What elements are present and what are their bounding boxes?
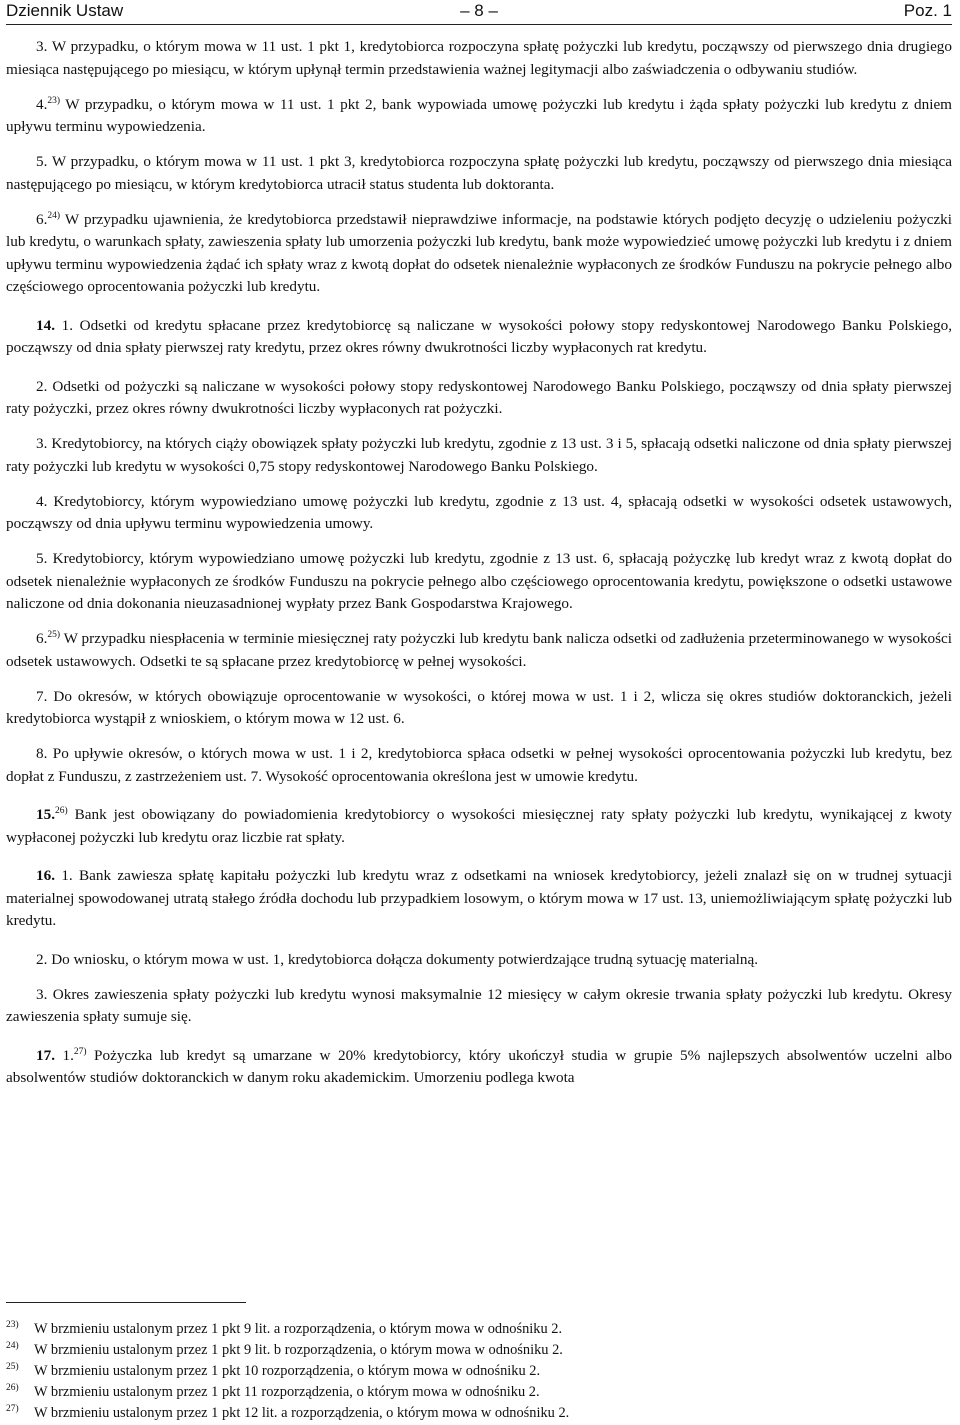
paragraph-number: 4. [36,95,48,113]
page-header [6,0,952,22]
paragraph [6,686,952,731]
paragraph [6,548,952,616]
paragraph-text: W przypadku ujawnienia, że kredytobiorca przedstawił nieprawdziwe informacje, na podstawie których podjęto decyzję o udzieleniu pożyczki lub kredytu, o warunkach spłaty, zawieszenia spłaty lub umorzenia pożyczki lub kredytu, bank może wypowiedzieć umowę pożyczki lub kredytu i z dniem upływu terminu wypowiedzenia żądać ich spłaty wraz z kwotą dopłat do odsetek nienależnie wypłaconych ze środków Funduszu na pokrycie pełnego albo częściowego oprocentowania pożyczki lub kredytu. [6,210,952,295]
paragraph-text: 3. Kredytobiorcy, na których ciąży obowiązek spłaty pożyczki lub kredytu, zgodnie z 13 ust. 3 i 5, spłacają odsetki naliczone od dnia spłaty pierwszej raty pożyczki lub kredytu w wysokości 0,75 stopy redyskontowej Narodowego Banku Polskiego. [6,435,952,475]
paragraph [6,376,952,421]
paragraph-text: Bank jest obowiązany do powiadomienia kredytobiorcy o wysokości miesięcznej raty spłaty pożyczki lub kredytu, wynikającej z kwoty wypłaconej pożyczki lub kredytu oraz liczbie rat spłaty. [6,806,952,846]
paragraph [6,94,952,139]
footnotes [6,1319,952,1424]
paragraph [6,804,952,849]
paragraph-text: W przypadku, o którym mowa w 11 ust. 1 pkt 2, bank wypowiada umowę pożyczki lub kredytu i żąda spłaty pożyczki lub kredytu z dniem upływu terminu wypowiedzenia. [6,95,952,135]
paragraph [6,628,952,673]
footnote [6,1403,952,1424]
paragraph [6,209,952,299]
footnote-text: W brzmieniu ustalonym przez 1 pkt 12 lit. a rozporządzenia, o którym mowa w odnośniku 2. [34,1405,570,1421]
paragraph-number: 1. [54,1046,74,1064]
paragraph [6,949,952,972]
footnote-text: W brzmieniu ustalonym przez 1 pkt 11 rozporządzenia, o którym mowa w odnośniku 2. [34,1384,540,1400]
footnote-ref: 25) [47,629,61,640]
footnote-text: W brzmieniu ustalonym przez 1 pkt 9 lit. a rozporządzenia, o którym mowa w odnośniku 2. [34,1321,563,1337]
paragraph-text: 5. Kredytobiorcy, którym wypowiedziano umowę pożyczki lub kredytu, zgodnie z 13 ust. 6, spłacają pożyczkę lub kredyt wraz z kwotą dopłat do odsetek nienależnie wypłaconych ze środków Funduszu na pokrycie pełnego albo częściowego oprocentowania kredytu, powiększone o odsetki ustawowe naliczone od dnia dokonania nieuzasadnionej wypłaty przez Bank Gospodarstwa Krajowego. [6,550,952,612]
page-number: – 8 – [460,1,498,20]
paragraph-text: 1. Bank zawiesza spłatę kapitału pożyczki lub kredytu wraz z odsetkami na wniosek kredytobiorcy, jeżeli znalazł się on w trudnej sytuacji materialnej spowodowanej utratą stałego źródła dochodu lub przypadkiem losowym, o którym mowa w 17 ust. 13, uniemożliwiającym spłatę pożyczki lub kredytu. [6,867,952,929]
journal-title: Dziennik Ustaw [6,1,124,20]
footnote-ref: 24) [47,210,61,221]
paragraph [6,151,952,196]
footnote-number: 23) [6,1320,19,1330]
paragraph-text: 7. Do okresów, w których obowiązuje oprocentowanie w wysokości, o której mowa w ust. 1 i 2, wlicza się okres studiów doktoranckich, jeżeli kredytobiorca wystąpił z wnioskiem, o którym mowa w 12 ust. 6. [6,687,952,727]
section-number: 15. [36,806,55,823]
paragraph-text: 2. Do wniosku, o którym mowa w ust. 1, kredytobiorca dołącza dokumenty potwierdzające trudną sytuację materialną. [36,950,759,968]
paragraph [6,743,952,788]
footnote-text: W brzmieniu ustalonym przez 1 pkt 10 rozporządzenia, o którym mowa w odnośniku 2. [34,1363,541,1379]
footnote-ref: 26) [54,805,68,816]
paragraph [6,315,952,360]
header-divider [6,24,952,25]
footnote-text: W brzmieniu ustalonym przez 1 pkt 9 lit. b rozporządzenia, o którym mowa w odnośniku 2. [34,1342,563,1358]
paragraph-text: 2. Odsetki od pożyczki są naliczane w wysokości połowy stopy redyskontowej Narodowego Banku Polskiego, począwszy od dnia spłaty pierwszej raty pożyczki, przez okres równy dwukrotności liczby wypłaconych rat pożyczki. [6,377,952,417]
paragraph [6,36,952,81]
section-number: 16. [36,867,55,884]
footnote-number: 27) [6,1404,19,1414]
paragraph [6,433,952,478]
footnote-number: 26) [6,1383,19,1393]
paragraph [6,865,952,933]
paragraph-text: Pożyczka lub kredyt są umarzane w 20% kredytobiorcy, który ukończył studia w grupie 5% najlepszych absolwentów uczelni albo absolwentów studiów doktoranckich w danym roku akademickim. Umorzeniu podlega kwota [6,1046,953,1086]
paragraph-number: 6. [36,210,48,228]
footnote-ref: 23) [47,95,61,106]
footnote-divider [6,1302,246,1303]
section-number: 17. [36,1046,55,1064]
footnote [6,1361,952,1382]
paragraph [6,1045,952,1090]
paragraph-text: 3. W przypadku, o którym mowa w 11 ust. 1 pkt 1, kredytobiorca rozpoczyna spłatę pożyczki lub kredytu, począwszy od pierwszego dnia drugiego miesiąca następującego po miesiącu, w którym upłynął termin przedstawienia ważnej legitymacji albo zaświadczenia o odbywaniu studiów. [6,38,952,78]
footnote-number: 24) [6,1341,19,1351]
paragraph-text: 8. Po upływie okresów, o których mowa w ust. 1 i 2, kredytobiorca spłaca odsetki w pełnej wysokości oprocentowania pożyczki lub kredytu, bez dopłat z Funduszu, z zastrzeżeniem ust. 7. Wysokość oprocentowania określona jest w umowie kredytu. [6,745,952,785]
paragraph-text: 4. Kredytobiorcy, którym wypowiedziano umowę pożyczki lub kredytu, zgodnie z 13 ust. 4, spłacają odsetki w wysokości odsetek ustawowych, począwszy od dnia upływu terminu wypowiedzenia umowy. [6,492,952,532]
paragraph-text: 5. W przypadku, o którym mowa w 11 ust. 1 pkt 3, kredytobiorca rozpoczyna spłatę pożyczki lub kredytu, począwszy od pierwszego dnia miesiąca następującego po miesiącu, w którym kredytobiorca utracił status studenta lub doktoranta. [6,153,952,193]
section-number: 14. [36,316,55,334]
position-number: Poz. 1 [903,1,952,20]
paragraph [6,984,952,1029]
footnote [6,1340,952,1361]
footnote-number: 25) [6,1362,19,1372]
footnote [6,1382,952,1403]
paragraph-number: 6. [36,630,48,647]
paragraph [6,491,952,536]
footnote [6,1319,952,1340]
paragraph-text: W przypadku niespłacenia w terminie miesięcznej raty pożyczki lub kredytu bank nalicza odsetki od zadłużenia przeterminowanego w wysokości odsetek ustawowych. Odsetki te są spłacane przez kredytobiorcę w pełnej wysokości. [6,630,952,670]
paragraph-text: 1. Odsetki od kredytu spłacane przez kredytobiorcę są naliczane w wysokości połowy stopy redyskontowej Narodowego Banku Polskiego, począwszy od dnia spłaty pierwszej raty kredytu, przez okres równy dwukrotności liczby wypłaconych rat kredytu. [6,316,952,356]
paragraph-text: 3. Okres zawieszenia spłaty pożyczki lub kredytu wynosi maksymalnie 12 miesięcy w całym okresie trwania spłaty pożyczki lub kredytu. Okresy zawieszenia spłaty sumuje się. [6,985,952,1025]
footnote-ref: 27) [73,1046,87,1057]
document-body [6,36,952,1102]
